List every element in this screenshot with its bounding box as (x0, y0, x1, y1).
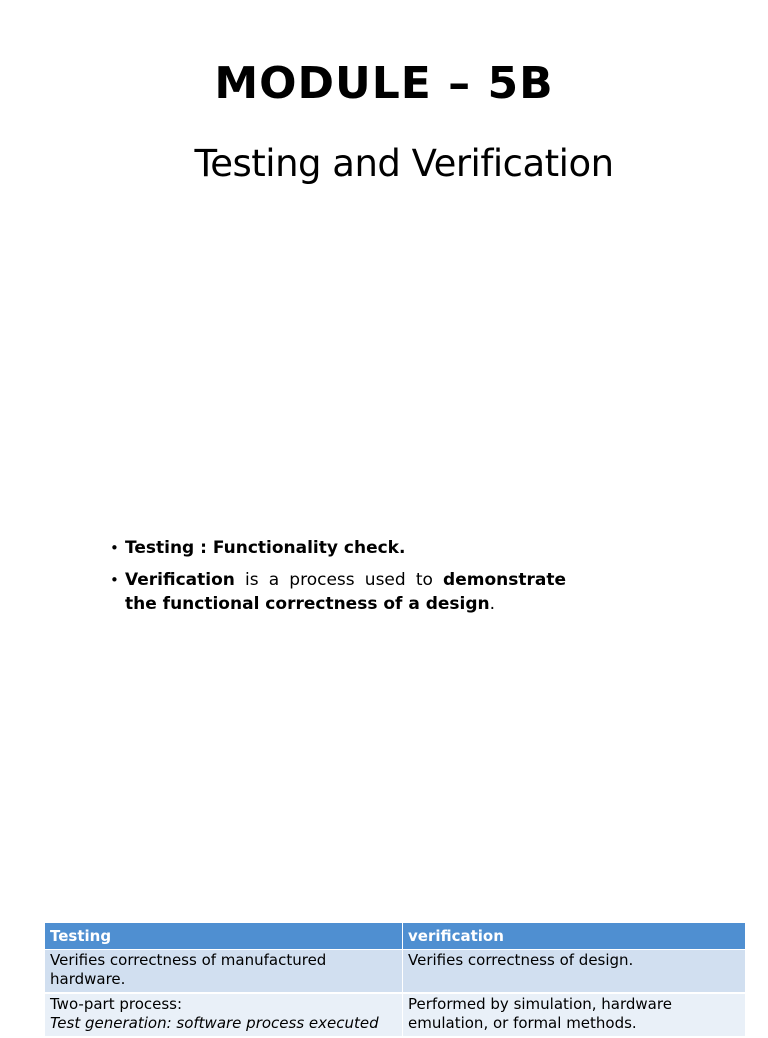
table-cell-line: Test generation: software process executed (50, 1014, 379, 1032)
header-testing: Testing (45, 923, 403, 950)
table-cell: Verifies correctness of manufactured hardware. (45, 950, 403, 994)
table-header-row (45, 923, 746, 950)
verification-emphasis: demonstrate the functional correctness of a design (125, 570, 566, 614)
table-row (45, 950, 746, 994)
table-cell: Verifies correctness of design. (403, 950, 746, 994)
bullet-list (110, 536, 566, 624)
page-subtitle: Testing and Verification (194, 142, 614, 185)
table-cell: Performed by simulation, hardware emulation, or formal methods. (403, 994, 746, 1038)
bullet-verification (110, 568, 566, 616)
table-row (45, 994, 746, 1038)
verification-end: . (489, 594, 496, 614)
verification-term: Verification (125, 570, 235, 590)
bullet-testing-text: Testing : Functionality check. (125, 538, 406, 558)
header-verification: verification (403, 923, 746, 950)
page-title: MODULE – 5B (214, 58, 554, 109)
verification-mid-text: is a process used to (234, 570, 444, 590)
comparison-table (45, 923, 746, 1038)
table-cell (45, 994, 403, 1038)
bullet-testing (110, 536, 566, 560)
table-cell-line: Two-part process: (50, 995, 183, 1013)
